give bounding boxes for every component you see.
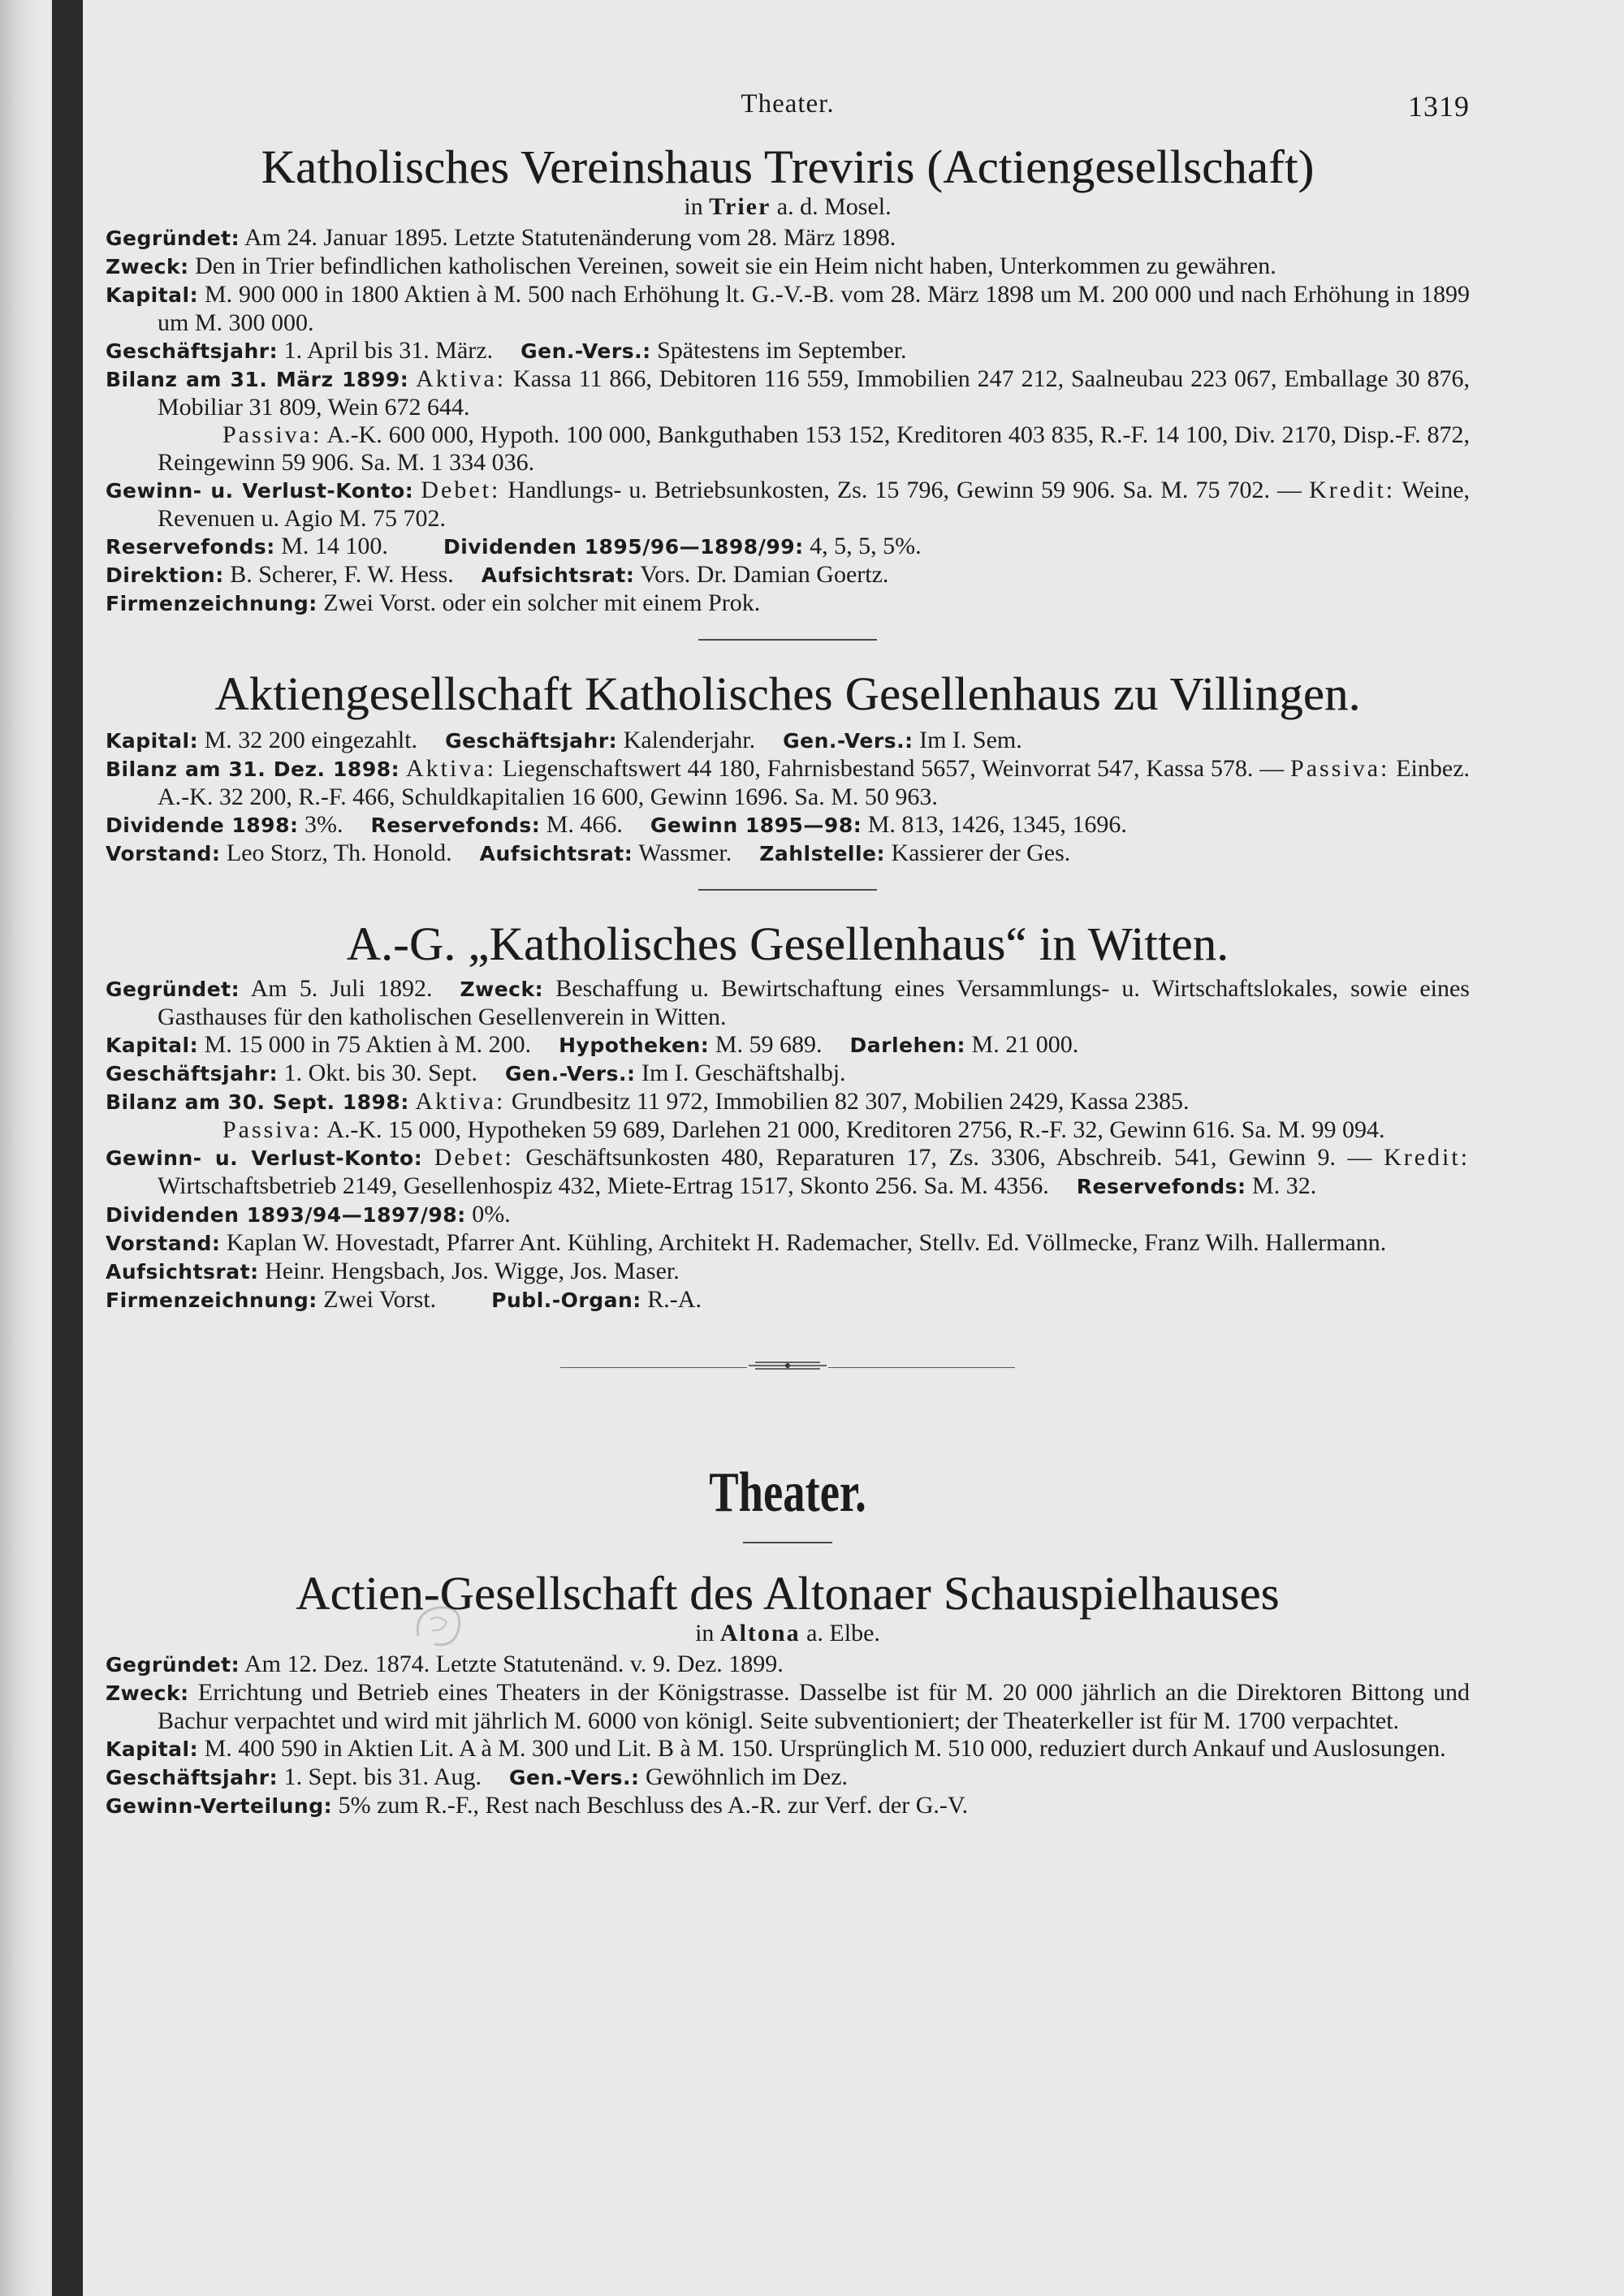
label-founded: Gegründet: bbox=[106, 1653, 240, 1677]
value-general-meeting: Im I. Sem. bbox=[919, 727, 1022, 753]
entry-fiscal-year bbox=[106, 1763, 1470, 1792]
value-executive-board: Leo Storz, Th. Honold. bbox=[226, 839, 452, 866]
label-paying-agent: Zahlstelle: bbox=[759, 842, 886, 865]
label-profit-distribution: Gewinn-Verteilung: bbox=[106, 1794, 333, 1818]
value-assets: Liegenschaftswert 44 180, Fahrnisbestand 5657, Weinvorrat 547, Kassa 578. — bbox=[502, 755, 1285, 782]
location-city: Altona bbox=[719, 1620, 801, 1646]
value-general-meeting: Im I. Geschäftshalbj. bbox=[641, 1060, 846, 1086]
label-signature: Firmenzeichnung: bbox=[106, 1288, 317, 1312]
company-title: Actien-Gesellschaft des Altonaer Schauspielhauses bbox=[296, 1567, 1280, 1620]
value-profit-distribution: 5% zum R.-F., Rest nach Beschluss des A.-R. zur Verf. der G.-V. bbox=[338, 1792, 969, 1819]
label-mortgages: Hypotheken: bbox=[559, 1034, 710, 1057]
value-supervisory-board: Vors. Dr. Damian Goertz. bbox=[640, 561, 889, 588]
label-credit: Kredit: bbox=[1384, 1144, 1471, 1171]
label-directors: Direktion: bbox=[106, 563, 224, 587]
label-capital: Kapital: bbox=[106, 729, 199, 753]
value-capital: M. 900 000 in 1800 Aktien à M. 500 nach Erhöhung lt. G.-V.-B. vom 28. März 1898 um M. 200 000 und nach Erhöhung in 1899 um M. 300 000. bbox=[158, 281, 1470, 336]
section-divider bbox=[698, 639, 877, 641]
section-heading: Theater. bbox=[709, 1461, 866, 1524]
entry-profit-loss bbox=[106, 1144, 1470, 1201]
label-supervisory-board: Aufsichtsrat: bbox=[481, 563, 635, 587]
location-city: Trier bbox=[709, 193, 771, 220]
entry-capital bbox=[106, 281, 1470, 337]
section-divider bbox=[698, 889, 877, 891]
entry-founded bbox=[106, 224, 1470, 252]
label-assets: Aktiva: bbox=[415, 1088, 506, 1115]
entry-directors bbox=[106, 561, 1470, 589]
value-reserves: M. 32. bbox=[1252, 1172, 1317, 1199]
location-suffix: a. d. Mosel. bbox=[776, 193, 892, 220]
value-purpose: Beschaffung u. Bewirtschaftung eines Versammlungs- u. Wirtschaftslokales, sowie eines Gasthauses für den katholischen Gesellenverein in Witten. bbox=[158, 975, 1470, 1030]
label-supervisory-board: Aufsichtsrat: bbox=[479, 842, 633, 865]
value-supervisory-board: Heinr. Hengsbach, Jos. Wigge, Jos. Maser. bbox=[265, 1258, 680, 1284]
value-liabilities: Einbez. A.-K. 32 200, R.-F. 466, Schuldkapitalien 16 600, Gewinn 1696. Sa. M. 50 963. bbox=[158, 755, 1471, 810]
ornament-flourish-icon bbox=[747, 1360, 828, 1371]
value-reserves: M. 466. bbox=[546, 811, 623, 838]
label-supervisory-board: Aufsichtsrat: bbox=[106, 1260, 259, 1284]
location-prefix: in bbox=[695, 1620, 715, 1646]
value-founded: Am 5. Juli 1892. bbox=[250, 975, 433, 1002]
entry-board bbox=[106, 839, 1470, 868]
label-credit: Kredit: bbox=[1309, 477, 1396, 503]
value-dividends: 4, 5, 5, 5%. bbox=[810, 533, 922, 559]
value-supervisory-board: Wassmer. bbox=[638, 839, 732, 866]
label-purpose: Zweck: bbox=[106, 255, 189, 278]
label-capital: Kapital: bbox=[106, 1737, 199, 1761]
label-fiscal-year: Geschäftsjahr: bbox=[106, 339, 279, 363]
value-credit: Wirtschaftsbetrieb 2149, Gesellenhospiz 432, Miete-Ertrag 1517, Skonto 256. Sa. M. 4356. bbox=[158, 1172, 1049, 1199]
running-head-title: Theater. bbox=[741, 89, 835, 119]
value-profit: M. 813, 1426, 1345, 1696. bbox=[867, 811, 1127, 838]
company-entry-treviris bbox=[106, 141, 1470, 618]
entry-purpose bbox=[106, 252, 1470, 281]
value-credit: Weine, Revenuen u. Agio M. 75 702. bbox=[158, 477, 1471, 532]
entry-reserves bbox=[106, 533, 1470, 561]
company-entry-witten bbox=[106, 918, 1470, 1314]
label-signature: Firmenzeichnung: bbox=[106, 592, 317, 615]
label-dividend: Dividende 1898: bbox=[106, 814, 299, 837]
entry-purpose bbox=[106, 1679, 1470, 1735]
company-title: Katholisches Vereinshaus Treviris (Actiengesellschaft) bbox=[261, 140, 1315, 193]
label-general-meeting: Gen.-Vers.: bbox=[504, 1062, 636, 1085]
label-profit-loss: Gewinn- u. Verlust-Konto: bbox=[106, 1146, 423, 1170]
document-page bbox=[106, 89, 1470, 1820]
value-liabilities: A.-K. 15 000, Hypotheken 59 689, Darlehen 21 000, Kreditoren 2756, R.-F. 32, Gewinn 616. Sa. M. 99 094. bbox=[326, 1116, 1385, 1143]
value-capital: M. 15 000 in 75 Aktien à M. 200. bbox=[204, 1031, 532, 1058]
section-heading-rule bbox=[743, 1542, 832, 1543]
value-liabilities: A.-K. 600 000, Hypoth. 100 000, Bankguthaben 153 152, Kreditoren 403 835, R.-F. 14 100, Div. 2170, Disp.-F. 872, Reingewinn 59 906. Sa. M. 1 334 036. bbox=[158, 421, 1470, 476]
value-assets: Kassa 11 866, Debitoren 116 559, Immobilien 247 212, Saalneubau 223 067, Emballage 30 876, Mobiliar 31 809, Wein 672 644. bbox=[158, 365, 1471, 421]
value-signature: Zwei Vorst. oder ein solcher mit einem Prok. bbox=[323, 589, 761, 616]
label-liabilities: Passiva: bbox=[1290, 755, 1390, 782]
entry-supervisory-board bbox=[106, 1258, 1470, 1286]
entry-signature bbox=[106, 1286, 1470, 1314]
label-fiscal-year: Geschäftsjahr: bbox=[445, 729, 618, 753]
binding-edge bbox=[52, 0, 83, 2296]
label-general-meeting: Gen.-Vers.: bbox=[520, 339, 651, 363]
entry-executive-board bbox=[106, 1229, 1470, 1258]
entry-capital bbox=[106, 1735, 1470, 1763]
entry-balance bbox=[106, 1088, 1470, 1116]
label-debit: Debet: bbox=[434, 1144, 514, 1171]
company-entry-villingen bbox=[106, 668, 1470, 868]
label-profit-loss: Gewinn- u. Verlust-Konto: bbox=[106, 479, 414, 503]
label-founded: Gegründet: bbox=[106, 227, 240, 250]
label-liabilities: Passiva: bbox=[222, 1116, 322, 1143]
label-general-meeting: Gen.-Vers.: bbox=[783, 729, 914, 753]
label-reserves: Reservefonds: bbox=[106, 535, 275, 559]
value-debit: Handlungs- u. Betriebsunkosten, Zs. 15 796, Gewinn 59 906. Sa. M. 75 702. — bbox=[508, 477, 1302, 503]
label-capital: Kapital: bbox=[106, 283, 199, 307]
label-purpose: Zweck: bbox=[460, 978, 544, 1001]
value-general-meeting: Gewöhnlich im Dez. bbox=[645, 1763, 849, 1790]
entry-fiscal-year bbox=[106, 1060, 1470, 1088]
value-dividend: 3%. bbox=[304, 811, 343, 838]
entry-founded bbox=[106, 975, 1470, 1031]
entry-balance bbox=[106, 365, 1470, 421]
value-executive-board: Kaplan W. Hovestadt, Pfarrer Ant. Kühling, Architekt H. Rademacher, Stellv. Ed. Völlmecke, Franz Wilh. Hallermann. bbox=[226, 1229, 1387, 1256]
value-signature: Zwei Vorst. bbox=[323, 1286, 437, 1313]
running-head bbox=[106, 89, 1470, 130]
label-dividends: Dividenden 1895/96—1898/99: bbox=[443, 535, 804, 559]
value-assets: Grundbesitz 11 972, Immobilien 82 307, Mobilien 2429, Kassa 2385. bbox=[511, 1088, 1190, 1115]
entry-profit-distribution bbox=[106, 1792, 1470, 1820]
label-assets: Aktiva: bbox=[416, 365, 507, 392]
entry-capital bbox=[106, 1031, 1470, 1060]
entry-liabilities bbox=[106, 1116, 1470, 1144]
company-location bbox=[106, 1620, 1470, 1647]
label-reserves: Reservefonds: bbox=[1076, 1175, 1246, 1198]
label-balance: Bilanz am 31. Dez. 1898: bbox=[106, 757, 400, 781]
label-dividends: Dividenden 1893/94—1897/98: bbox=[106, 1203, 466, 1227]
value-mortgages: M. 59 689. bbox=[715, 1031, 823, 1058]
label-publication-organ: Publ.-Organ: bbox=[491, 1288, 641, 1312]
value-fiscal-year: Kalenderjahr. bbox=[623, 727, 756, 753]
location-suffix: a. Elbe. bbox=[806, 1620, 880, 1646]
label-purpose: Zweck: bbox=[106, 1681, 189, 1705]
label-balance: Bilanz am 30. Sept. 1898: bbox=[106, 1090, 409, 1114]
label-assets: Aktiva: bbox=[405, 755, 496, 782]
label-founded: Gegründet: bbox=[106, 978, 240, 1001]
entry-profit-loss bbox=[106, 477, 1470, 533]
entry-founded bbox=[106, 1651, 1470, 1679]
value-capital: M. 32 200 eingezahlt. bbox=[204, 727, 418, 753]
value-directors: B. Scherer, F. W. Hess. bbox=[230, 561, 454, 588]
page-spine-shadow bbox=[0, 0, 49, 2296]
company-location bbox=[106, 193, 1470, 221]
entry-capital bbox=[106, 727, 1470, 755]
value-fiscal-year: 1. Sept. bis 31. Aug. bbox=[283, 1763, 482, 1790]
location-prefix: in bbox=[684, 193, 703, 220]
value-purpose: Errichtung und Betrieb eines Theaters in der Königstrasse. Dasselbe ist für M. 20 000 jährlich an die Direktoren Bittong und Bachur verpachtet und wird mit jährlich M. 6000 von königl. Seite subventioniert; der Theaterkeller ist für M. 1700 verpachtet. bbox=[158, 1679, 1470, 1734]
ornamental-rule bbox=[560, 1363, 1015, 1371]
value-founded: Am 12. Dez. 1874. Letzte Statutenänd. v. 9. Dez. 1899. bbox=[244, 1651, 784, 1677]
value-fiscal-year: 1. Okt. bis 30. Sept. bbox=[283, 1060, 477, 1086]
value-capital: M. 400 590 in Aktien Lit. A à M. 300 und Lit. B à M. 150. Ursprünglich M. 510 000, reduziert durch Ankauf und Auslosungen. bbox=[204, 1735, 1446, 1762]
value-purpose: Den in Trier befindlichen katholischen Vereinen, soweit sie ein Heim nicht haben, Unterkommen zu gewähren. bbox=[195, 252, 1276, 279]
page-number: 1319 bbox=[1408, 90, 1470, 123]
company-title: Aktiengesellschaft Katholisches Gesellenhaus zu Villingen. bbox=[214, 667, 1361, 720]
label-loans: Darlehen: bbox=[849, 1034, 966, 1057]
entry-liabilities bbox=[106, 421, 1470, 477]
entry-signature bbox=[106, 589, 1470, 618]
value-debit: Geschäftsunkosten 480, Reparaturen 17, Zs. 3306, Abschreib. 541, Gewinn 9. — bbox=[525, 1144, 1372, 1171]
label-general-meeting: Gen.-Vers.: bbox=[508, 1766, 640, 1789]
value-fiscal-year: 1. April bis 31. März. bbox=[283, 337, 494, 364]
label-debit: Debet: bbox=[421, 477, 501, 503]
value-founded: Am 24. Januar 1895. Letzte Statutenänderung vom 28. März 1898. bbox=[244, 224, 896, 251]
value-loans: M. 21 000. bbox=[971, 1031, 1079, 1058]
value-general-meeting: Spätestens im September. bbox=[657, 337, 907, 364]
label-liabilities: Passiva: bbox=[222, 421, 322, 448]
label-fiscal-year: Geschäftsjahr: bbox=[106, 1766, 279, 1789]
label-executive-board: Vorstand: bbox=[106, 1232, 221, 1255]
entry-dividends bbox=[106, 1201, 1470, 1229]
label-profit: Gewinn 1895—98: bbox=[650, 814, 862, 837]
entry-fiscal-year bbox=[106, 337, 1470, 365]
company-title: A.-G. „Katholisches Gesellenhaus“ in Witten. bbox=[346, 917, 1229, 970]
value-publication-organ: R.-A. bbox=[647, 1286, 702, 1313]
label-capital: Kapital: bbox=[106, 1034, 199, 1057]
label-fiscal-year: Geschäftsjahr: bbox=[106, 1062, 279, 1085]
value-paying-agent: Kassierer der Ges. bbox=[891, 839, 1071, 866]
label-reserves: Reservefonds: bbox=[370, 814, 541, 837]
company-entry-altona bbox=[106, 1568, 1470, 1820]
entry-balance bbox=[106, 755, 1470, 811]
value-reserves: M. 14 100. bbox=[281, 533, 388, 559]
value-dividends: 0%. bbox=[472, 1201, 511, 1228]
label-executive-board: Vorstand: bbox=[106, 842, 221, 865]
entry-dividend bbox=[106, 811, 1470, 839]
label-balance: Bilanz am 31. März 1899: bbox=[106, 368, 409, 391]
